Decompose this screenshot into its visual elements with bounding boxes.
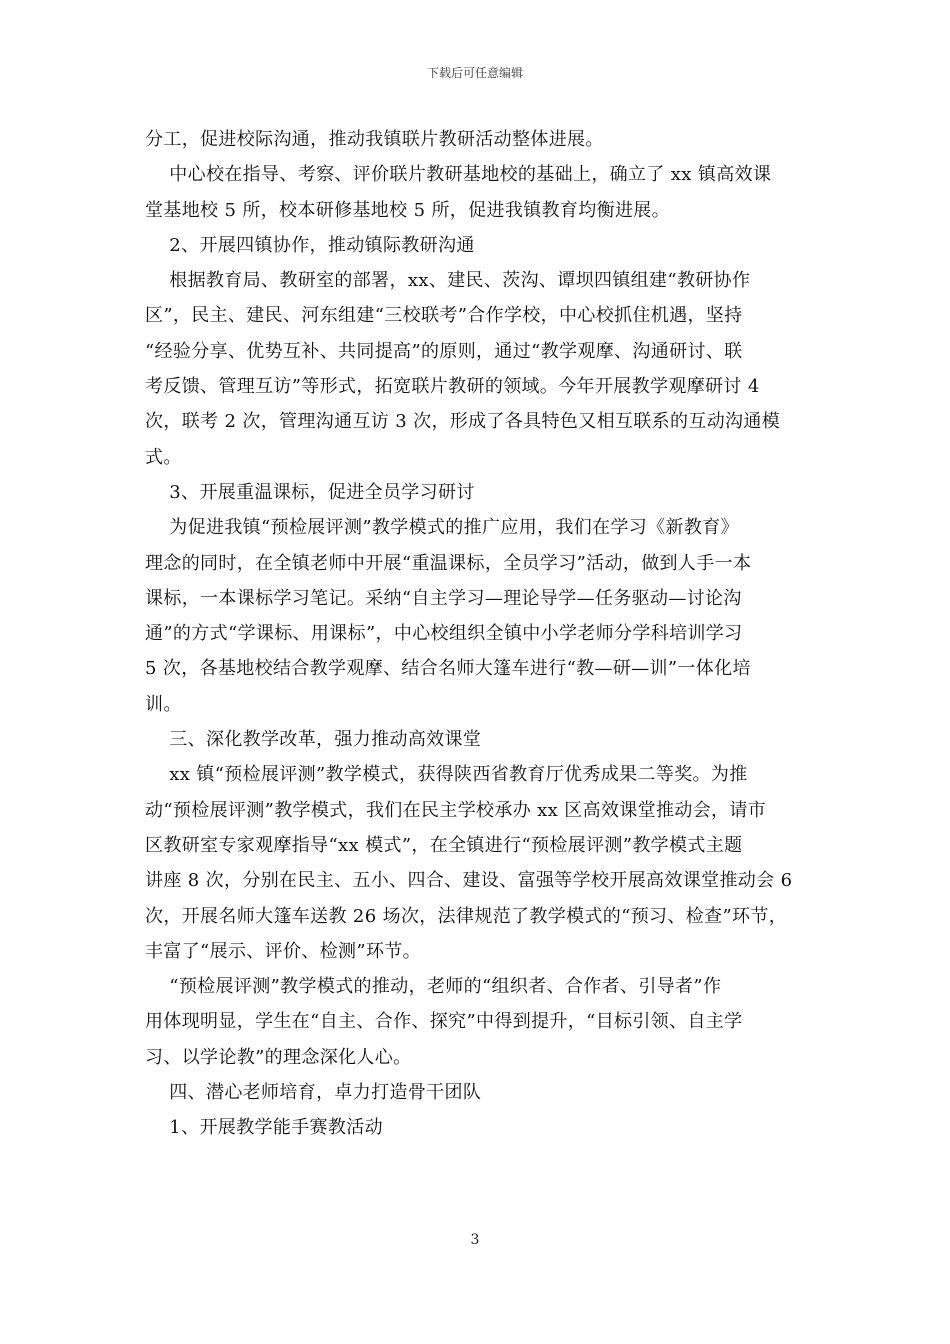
text-line: 考反馈、管理互访”等形式，拓宽联片教研的领域。今年开展教学观摩研讨 4 [145,376,760,398]
text-line: 丰富了“展示、评价、检测”环节。 [145,940,422,962]
text-line: 习、以学论教”的理念深化人心。 [145,1046,412,1068]
text-line: 区教研室专家观摩指导“xx 模式”，在全镇进行“预检展评测”教学模式主题 [145,834,743,856]
text-line: 根据教育局、教研室的部署，xx、建民、茨沟、谭坝四镇组建“教研协作 [145,270,751,292]
section-heading: 四、潜心老师培育，卓力打造骨干团队 [145,1082,482,1104]
text-line: 理念的同时，在全镇老师中开展“重温课标，全员学习”活动，做到人手一本 [145,552,752,574]
text-line: 课标，一本课标学习笔记。采纳“自主学习—理论导学—任务驱动—讨论沟 [145,587,742,609]
text-line: “经验分享、优势互补、共同提高”的原则，通过“教学观摩、沟通研讨、联 [145,340,743,362]
text-line: “预检展评测”教学模式的推动，老师的“组织者、合作者、引导者”作 [145,976,722,998]
text-line: xx 镇“预检展评测”教学模式，获得陕西省教育厅优秀成果二等奖。为推 [145,764,748,786]
text-line: 讲座 8 次，分别在民主、五小、四合、建设、富强等学校开展高效课堂推动会 6 [145,870,793,892]
document-body [145,122,805,1146]
page-number: 3 [470,1232,480,1248]
text-line: 中心校在指导、考察、评价联片教研基地校的基础上，确立了 xx 镇高效课 [145,164,772,186]
text-line: 动“预检展评测”教学模式，我们在民主学校承办 xx 区高效课堂推动会，请市 [145,799,767,821]
section-heading: 3、开展重温课标，促进全员学习研讨 [145,481,475,503]
text-line: 用体现明显，学生在“自主、合作、探究”中得到提升，“目标引领、自主学 [145,1011,743,1033]
section-heading: 三、深化教学改革，强力推动高效课堂 [145,729,482,751]
text-line: 训。 [145,693,182,715]
text-line: 通”的方式“学课标、用课标”，中心校组织全镇中小学老师分学科培训学习 [145,623,743,645]
text-line: 为促进我镇“预检展评测”教学模式的推广应用，我们在学习《新教育》 [145,517,739,539]
text-line: 式。 [145,446,182,468]
text-line: 区”，民主、建民、河东组建“三校联考”合作学校，中心校抓住机遇，坚持 [145,305,743,327]
section-heading: 2、开展四镇协作，推动镇际教研沟通 [145,234,475,256]
text-line: 5 次，各基地校结合教学观摩、结合名师大篷车进行“教—研—训”一体化培 [145,658,751,680]
text-line: 分工，促进校际沟通，推动我镇联片教研活动整体进展。 [145,129,604,150]
section-heading: 1、开展教学能手赛教活动 [145,1117,383,1139]
text-line: 次，开展名师大篷车送教 26 场次，法律规范了教学模式的“预习、检查”环节， [145,905,788,927]
page-header: 下载后可任意编辑 [426,66,523,80]
text-line: 堂基地校 5 所，校本研修基地校 5 所，促进我镇教育均衡进展。 [145,199,670,221]
text-line: 次，联考 2 次，管理沟通互访 3 次，形成了各具特色又相互联系的互动沟通模 [145,411,781,433]
